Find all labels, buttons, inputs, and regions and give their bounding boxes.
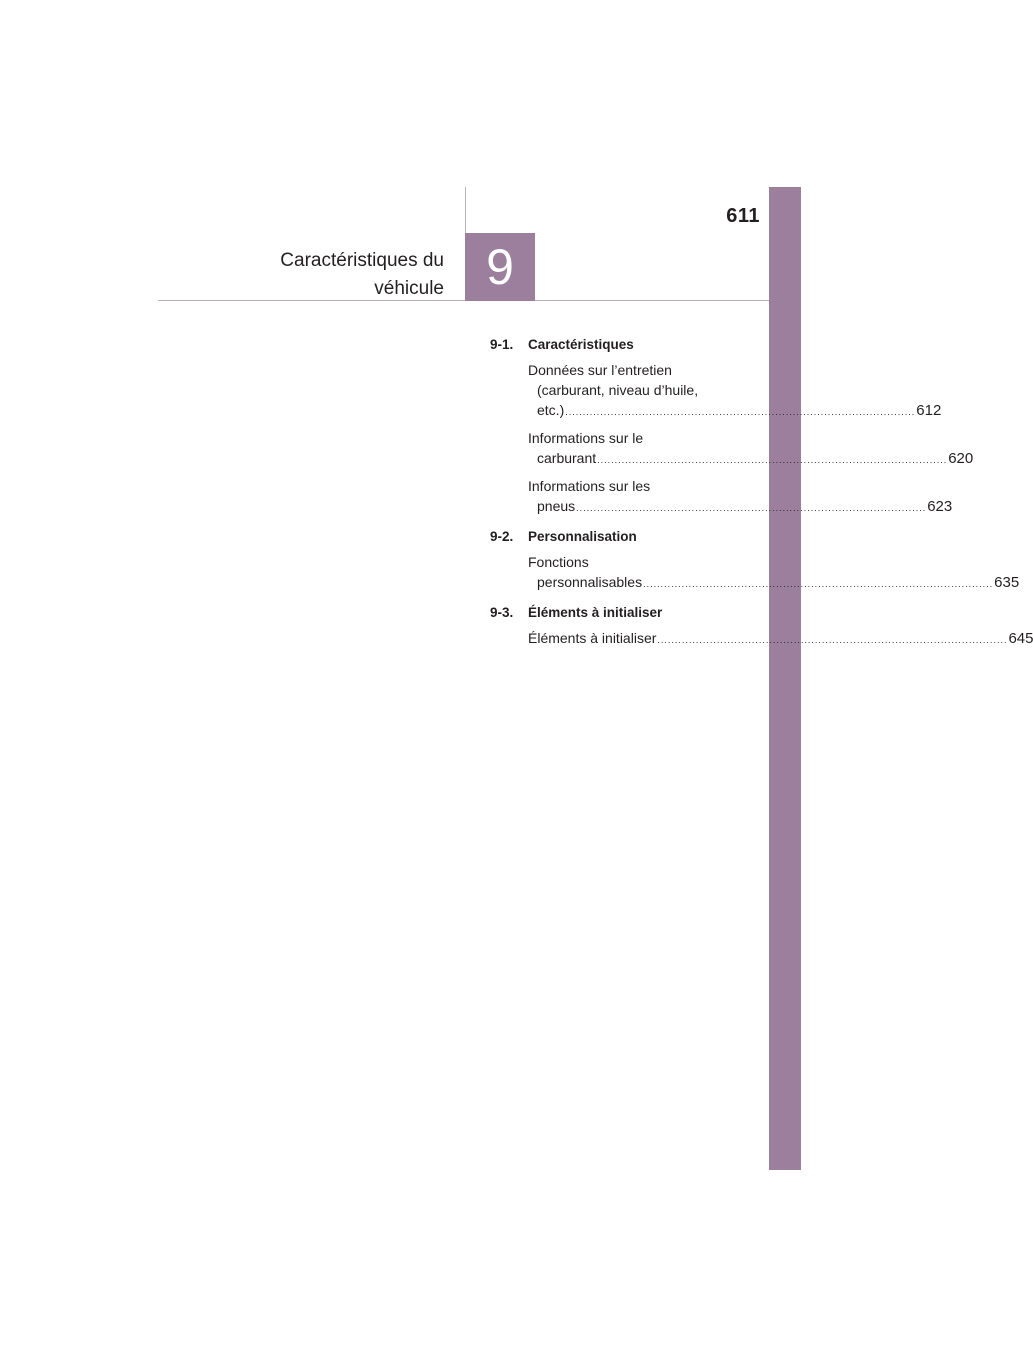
entry-text: Informations sur le [528, 430, 644, 446]
toc-section-9-2 [490, 528, 1020, 594]
toc-section-9-1 [490, 336, 974, 518]
section-heading[interactable] [490, 336, 740, 354]
dot-leader: .................................................................................................... [643, 579, 994, 589]
section-heading[interactable] [490, 604, 740, 622]
dot-leader: .................................................................................................... [576, 503, 927, 513]
toc-section-9-3 [490, 604, 1033, 650]
entry-text: Données sur l’entretien [528, 362, 672, 378]
entry-text: Informations sur les [528, 478, 651, 494]
entry-text: etc.) [537, 402, 565, 418]
section-title: Caractéristiques [528, 337, 634, 352]
entry-page-number: 612 [916, 402, 942, 419]
entry-text: Éléments à initialiser [528, 630, 657, 646]
dot-leader: .................................................................................................... [565, 407, 916, 417]
entry-text: personnalisables [537, 574, 643, 590]
dot-leader: .................................................................................................... [657, 635, 1008, 645]
section-number: 9-2. [490, 529, 514, 544]
section-number: 9-3. [490, 605, 514, 620]
section-number: 9-1. [490, 337, 514, 352]
entry-page-number: 635 [994, 574, 1020, 591]
entry-text: carburant [537, 450, 597, 466]
section-heading[interactable] [490, 528, 740, 546]
dot-leader: .................................................................................................... [597, 455, 948, 465]
entry-page-number: 645 [1008, 630, 1033, 647]
entry-text: pneus [537, 498, 576, 514]
chapter-title [200, 247, 444, 303]
chapter-number-box: 9 [465, 233, 535, 301]
entry-page-number: 623 [927, 498, 953, 515]
toc-entry[interactable] [528, 476, 953, 518]
header-vertical-rule [465, 187, 466, 233]
toc-entry[interactable] [528, 552, 1020, 594]
toc-entry[interactable] [528, 628, 1033, 650]
section-title: Personnalisation [528, 529, 637, 544]
entry-text: (carburant, niveau d’huile, [537, 382, 699, 398]
entry-page-number: 620 [948, 450, 974, 467]
entry-text: Fonctions [528, 554, 589, 570]
section-title: Éléments à initialiser [528, 605, 663, 620]
toc-entry[interactable] [528, 428, 974, 470]
page-number: 611 [726, 205, 760, 227]
chapter-side-tab [769, 187, 801, 1170]
chapter-title-line-1: Caractéristiques du [280, 250, 444, 271]
table-of-contents [490, 336, 1033, 650]
chapter-title-line-2: véhicule [374, 278, 444, 299]
toc-entry[interactable] [528, 360, 942, 422]
